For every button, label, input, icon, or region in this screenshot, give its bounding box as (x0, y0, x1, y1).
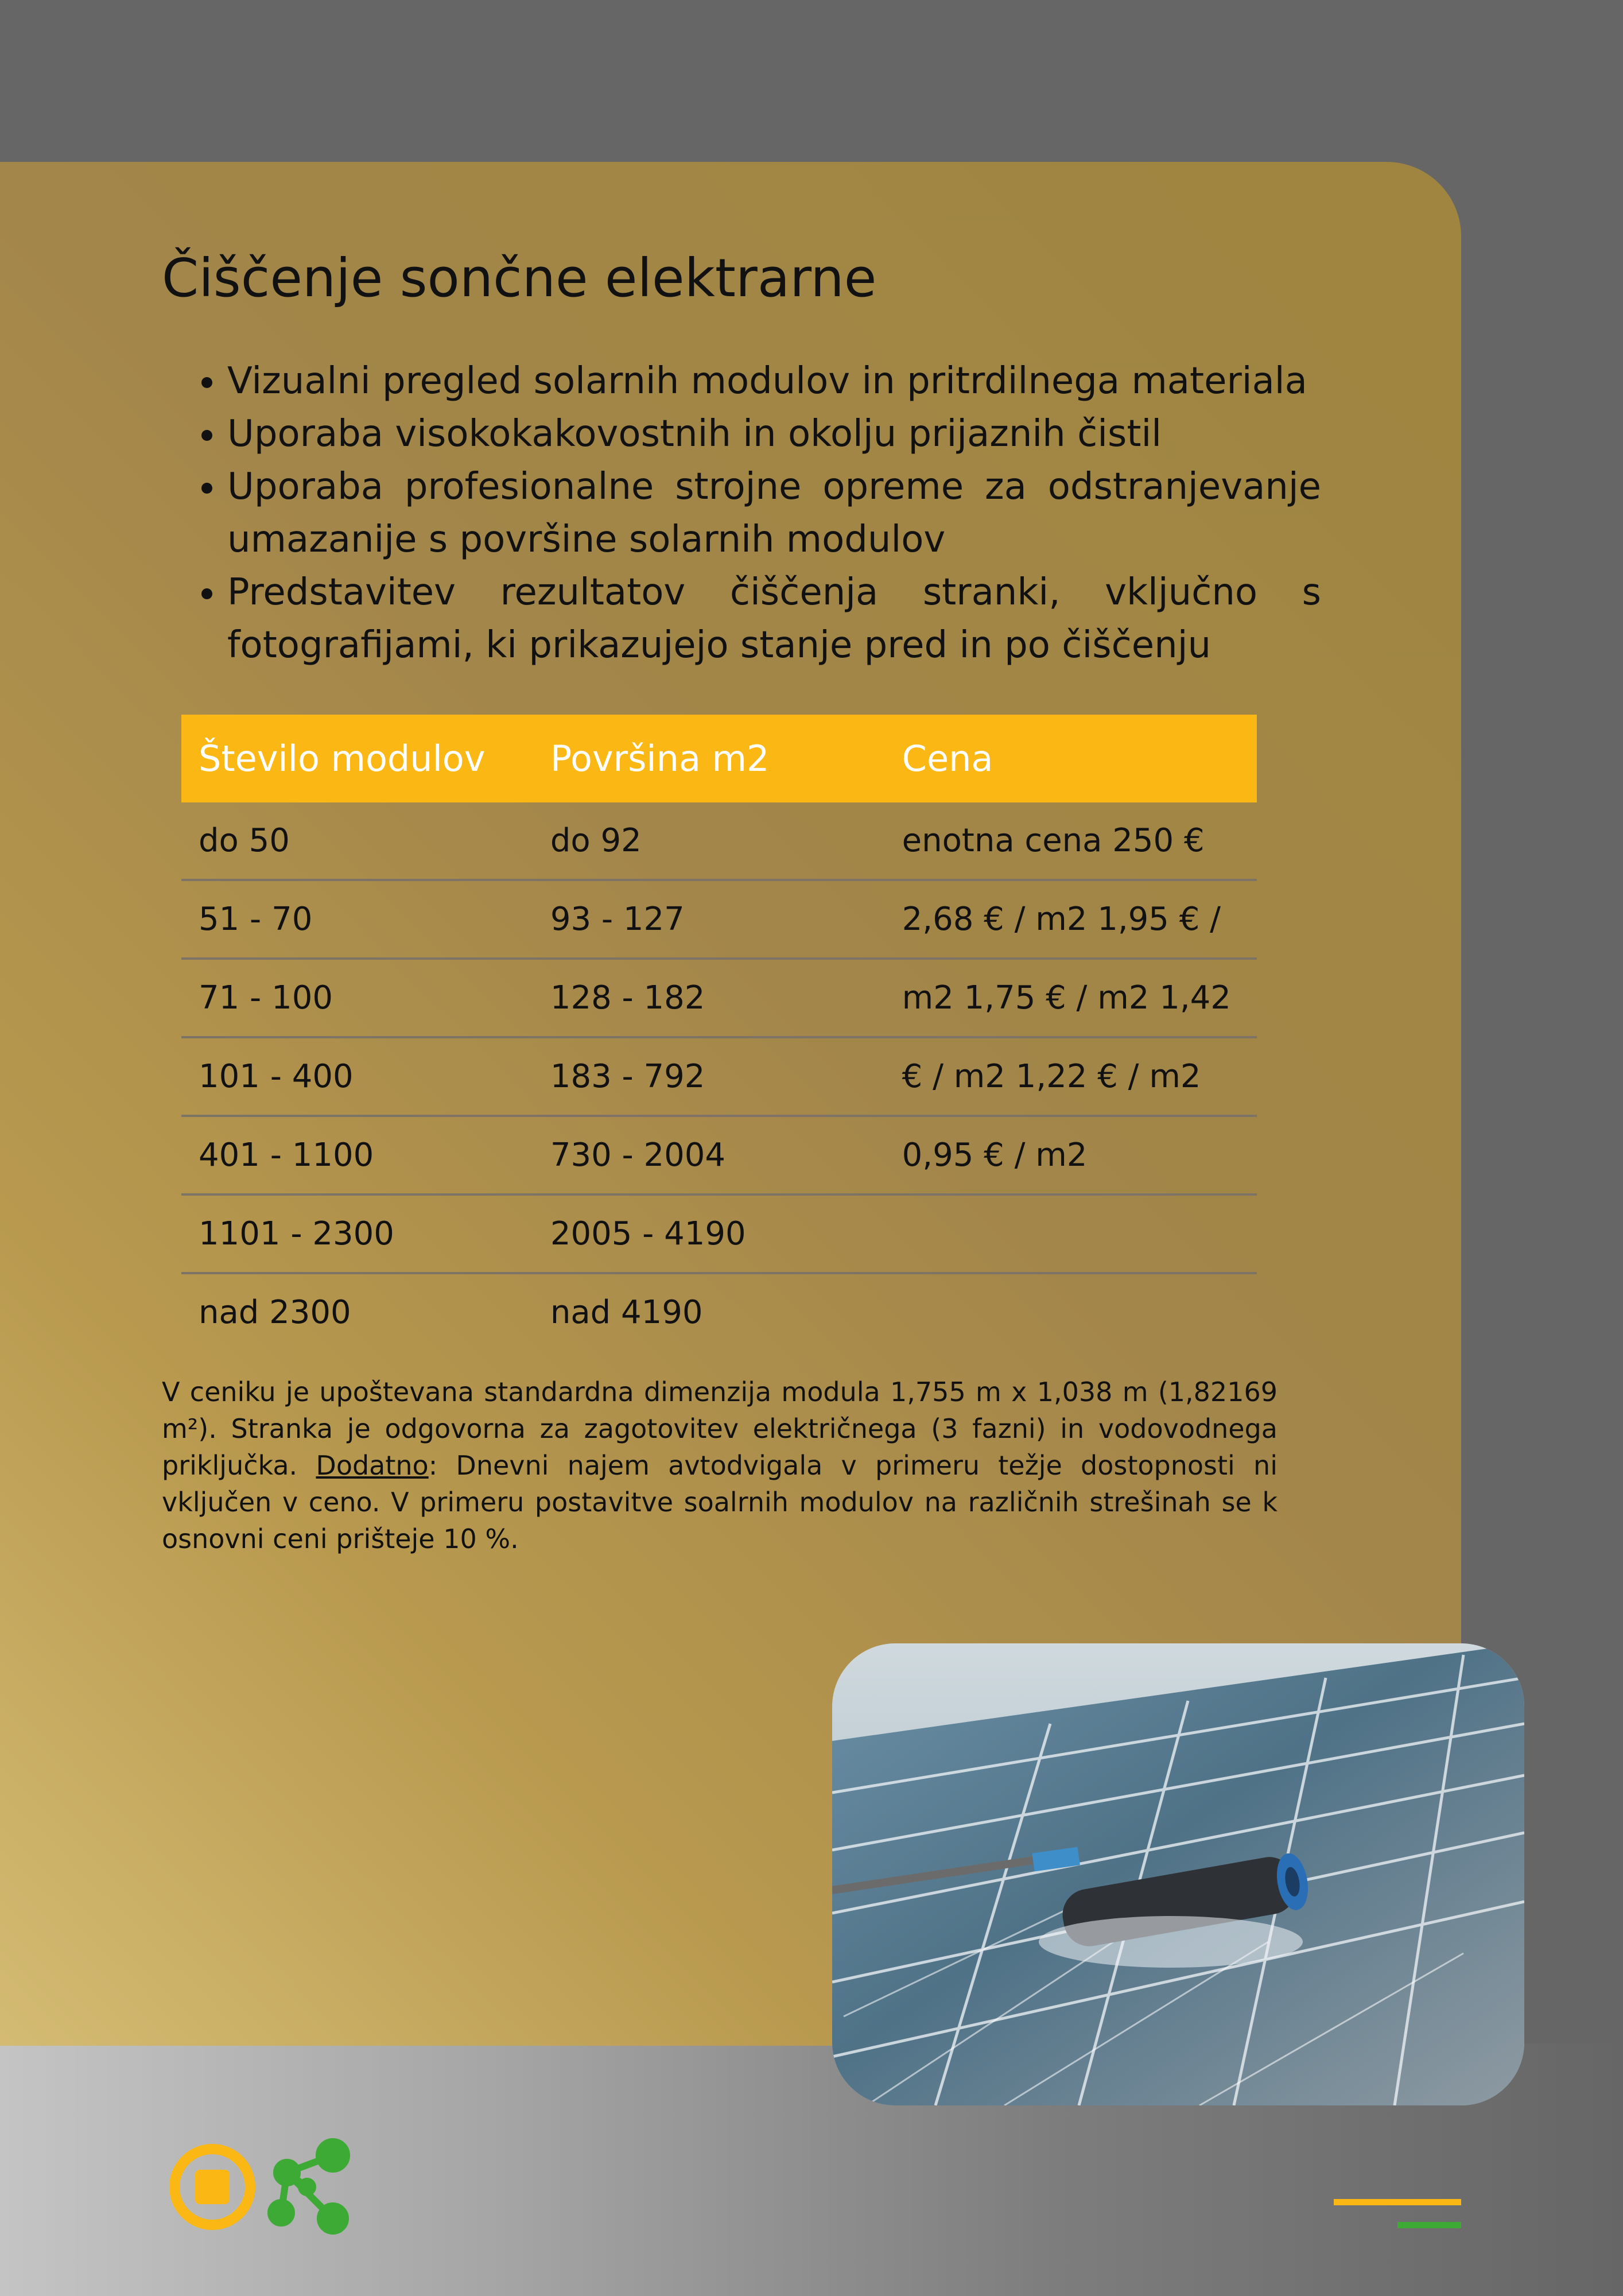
cell-module-count: 1101 - 2300 (181, 1194, 533, 1273)
note-label: Dodatno (316, 1450, 429, 1481)
cell-area: do 92 (533, 802, 885, 880)
double-line-decoration (1331, 2196, 1463, 2230)
table-row (181, 802, 1257, 880)
cell-area: 128 - 182 (533, 959, 885, 1037)
table-row (181, 1116, 1257, 1194)
service-list (162, 355, 1321, 672)
list-item: • Predstavitev rezultatov čiščenja stranki, vključno s fotografijami, ki prikazujejo stanje pred in po čiščenju (227, 566, 1321, 672)
cell-module-count: 51 - 70 (181, 880, 533, 959)
cell-price: 2,68 € / m2 1,95 € / (885, 880, 1257, 959)
solar-cleaning-photo (832, 1643, 1524, 2105)
page-title: Čiščenje sončne elektrarne (162, 247, 877, 309)
cell-area: 730 - 2004 (533, 1116, 885, 1194)
network-nodes-icon (271, 2142, 347, 2231)
table-row (181, 1037, 1257, 1116)
header-module-count: Število modulov (181, 715, 533, 802)
cell-price (885, 1194, 1257, 1273)
table-row (181, 880, 1257, 959)
note-text-2: : Dnevni najem avtodvigala v primeru težje dostopnosti ni vključen v ceno. V primeru postavitve soalrnih modulov na različnih strešinah se k osnovni ceni prišteje 10 %. (162, 1450, 1278, 1554)
cell-module-count: nad 2300 (199, 1294, 351, 1331)
cell-price: € / m2 1,22 € / m2 (885, 1037, 1257, 1116)
header-price: Cena (885, 715, 1257, 802)
pricing-note (162, 1374, 1278, 1557)
cell-price: enotna cena 250 € (885, 802, 1257, 880)
cell-price (885, 1273, 1257, 1351)
list-item: • Uporaba profesionalne strojne opreme za odstranjevanje umazanije s površine solarnih modulov (227, 460, 1321, 566)
cell-module-count: 101 - 400 (181, 1037, 533, 1116)
table-row (181, 959, 1257, 1037)
table-row (181, 1194, 1257, 1273)
company-logo (166, 2138, 362, 2236)
cell-price: m2 1,75 € / m2 1,42 (885, 959, 1257, 1037)
list-item: • Uporaba visokokakovostnih in okolju prijaznih čistil (227, 408, 1321, 460)
cell-area: nad 4190 (550, 1294, 703, 1331)
header-area: Površina m2 (533, 715, 885, 802)
list-item: • Vizualni pregled solarnih modulov in pritrdilnega materiala (227, 355, 1321, 408)
table-header-row (181, 715, 1257, 802)
cell-module-count: 71 - 100 (181, 959, 533, 1037)
cell-area: 183 - 792 (533, 1037, 885, 1116)
cell-module-count: do 50 (181, 802, 533, 880)
cell-price: 0,95 € / m2 (885, 1116, 1257, 1194)
cell-module-count: 401 - 1100 (181, 1116, 533, 1194)
table-row (181, 1273, 1257, 1351)
cell-area: 93 - 127 (533, 880, 885, 959)
note-text-1: V ceniku je upoštevana standardna dimenzija modula 1,755 m x 1,038 m (1,82169 m²). Stranka je odgovorna za zagotovitev električnega (3 fazni) in vodovodnega priključka. (162, 1376, 1278, 1481)
cell-area: 2005 - 4190 (533, 1194, 885, 1273)
price-table (181, 715, 1257, 1351)
